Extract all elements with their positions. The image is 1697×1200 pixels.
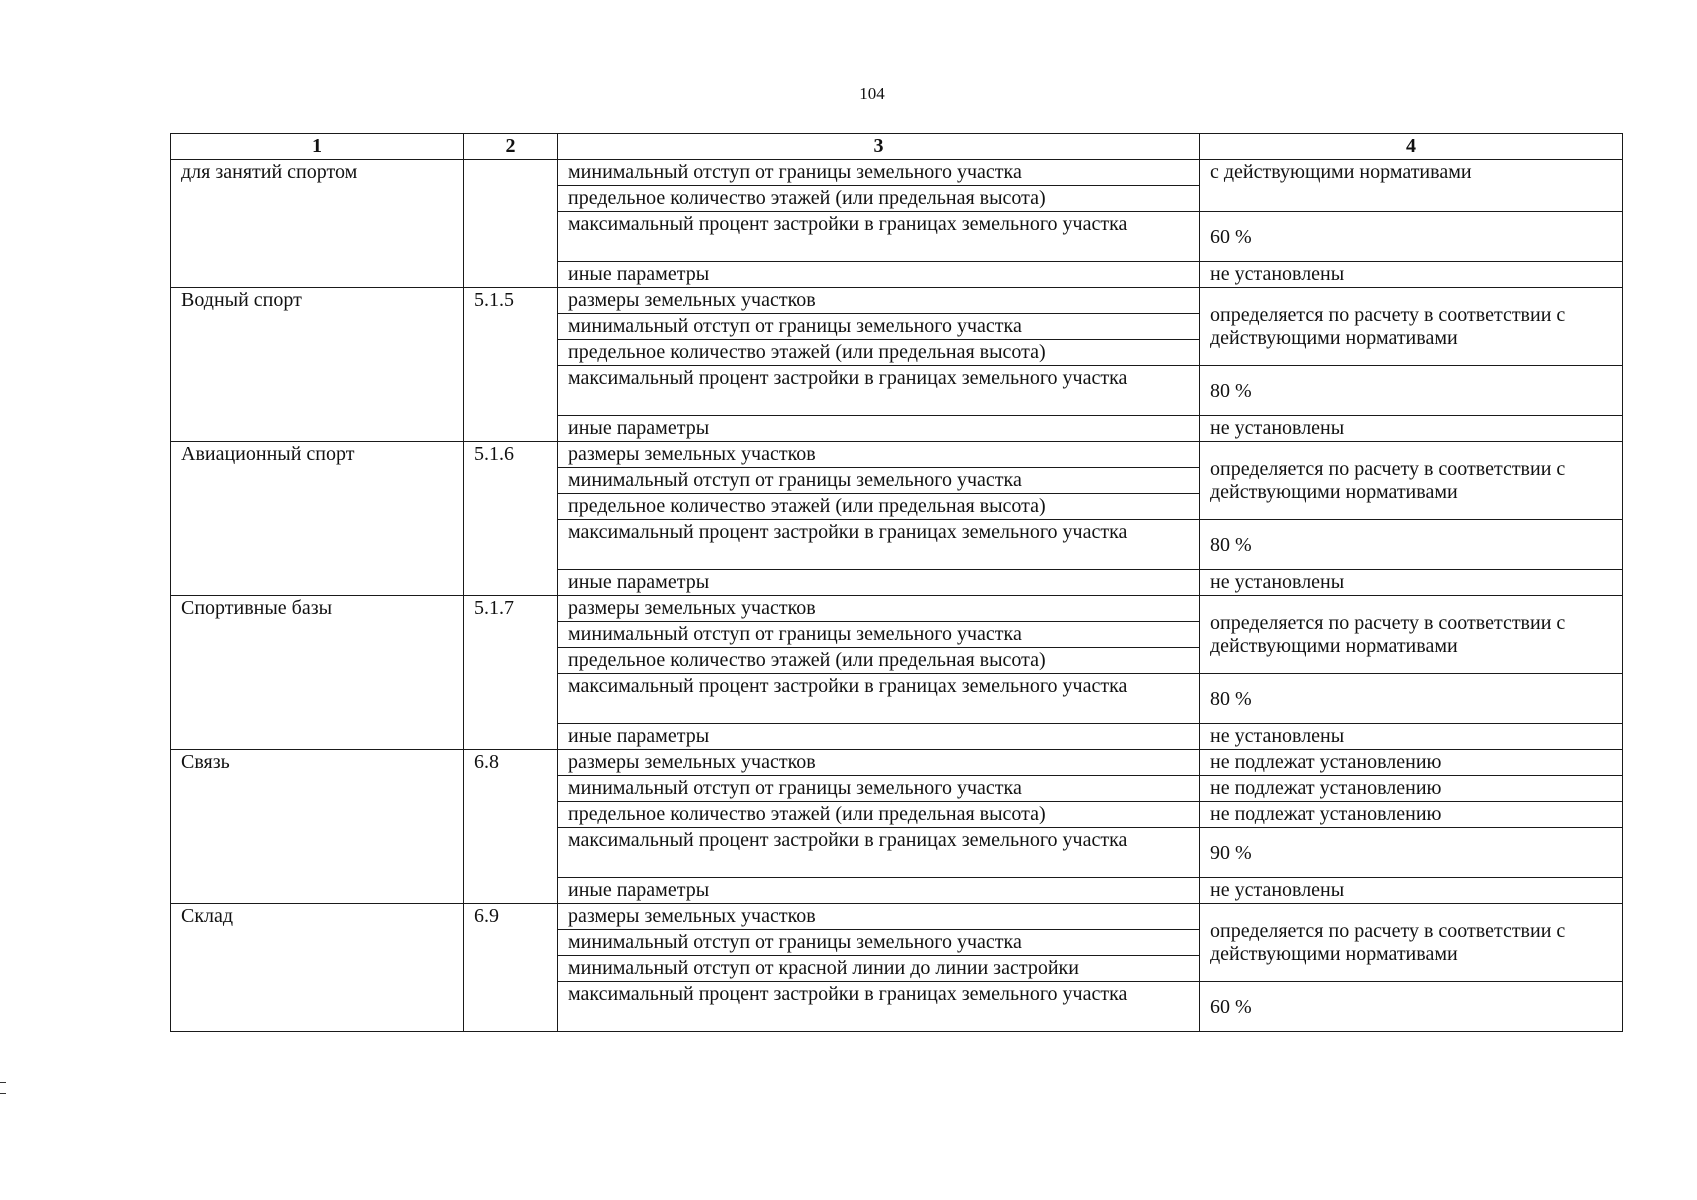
- param-setback: минимальный отступ от границы земельного участка: [558, 930, 1200, 956]
- table-row: [171, 750, 1623, 776]
- value-not-set: не установлены: [1200, 416, 1623, 442]
- scan-edge-mark: [0, 1082, 6, 1094]
- value-calc: определяется по расчету в соответствии с действующими нормативами: [1200, 904, 1623, 982]
- value-calc: определяется по расчету в соответствии с действующими нормативами: [1200, 288, 1623, 366]
- param-setback: минимальный отступ от границы земельного участка: [558, 468, 1200, 494]
- value-not-subject: не подлежат установлению: [1200, 750, 1623, 776]
- value-not-set: не установлены: [1200, 724, 1623, 750]
- value-calc: определяется по расчету в соответствии с действующими нормативами: [1200, 442, 1623, 520]
- param-floors: предельное количество этажей (или предельная высота): [558, 186, 1200, 212]
- param-other: иные параметры: [558, 570, 1200, 596]
- value-calc: определяется по расчету в соответствии с действующими нормативами: [1200, 596, 1623, 674]
- param-other: иные параметры: [558, 878, 1200, 904]
- param-sizes: размеры земельных участков: [558, 750, 1200, 776]
- param-setback: минимальный отступ от границы земельного участка: [558, 776, 1200, 802]
- param-percent: максимальный процент застройки в границах земельного участка: [558, 520, 1200, 570]
- value-not-set: не установлены: [1200, 570, 1623, 596]
- value-not-subject: не подлежат установлению: [1200, 776, 1623, 802]
- table-row: [171, 442, 1623, 468]
- header-col-1: 1: [171, 134, 464, 160]
- param-setback: минимальный отступ от границы земельного участка: [558, 160, 1200, 186]
- use-name: Водный спорт: [171, 288, 464, 442]
- parameters-table: [170, 133, 1623, 1032]
- use-code: 5.1.7: [464, 596, 558, 750]
- header-col-4: 4: [1200, 134, 1623, 160]
- param-sizes: размеры земельных участков: [558, 288, 1200, 314]
- param-floors: предельное количество этажей (или предельная высота): [558, 648, 1200, 674]
- use-name: Склад: [171, 904, 464, 1032]
- header-col-2: 2: [464, 134, 558, 160]
- table-row: [171, 904, 1623, 930]
- use-code: 6.9: [464, 904, 558, 1032]
- param-sizes: размеры земельных участков: [558, 596, 1200, 622]
- table-row: [171, 288, 1623, 314]
- table-row: [171, 160, 1623, 186]
- value-not-set: не установлены: [1200, 878, 1623, 904]
- param-percent: максимальный процент застройки в границах земельного участка: [558, 366, 1200, 416]
- value-percent: 60 %: [1200, 212, 1623, 262]
- param-other: иные параметры: [558, 416, 1200, 442]
- param-floors: предельное количество этажей (или предельная высота): [558, 340, 1200, 366]
- use-name: Спортивные базы: [171, 596, 464, 750]
- value-percent: 60 %: [1200, 982, 1623, 1032]
- header-row: [171, 134, 1623, 160]
- param-percent: максимальный процент застройки в границах земельного участка: [558, 982, 1200, 1032]
- value-percent: 80 %: [1200, 674, 1623, 724]
- value-percent: 80 %: [1200, 366, 1623, 416]
- param-percent: максимальный процент застройки в границах земельного участка: [558, 212, 1200, 262]
- param-setback: минимальный отступ от границы земельного участка: [558, 622, 1200, 648]
- param-other: иные параметры: [558, 262, 1200, 288]
- param-percent: максимальный процент застройки в границах земельного участка: [558, 828, 1200, 878]
- use-code: 5.1.5: [464, 288, 558, 442]
- param-sizes: размеры земельных участков: [558, 442, 1200, 468]
- table-row: [171, 596, 1623, 622]
- use-name: Связь: [171, 750, 464, 904]
- param-floors: предельное количество этажей (или предельная высота): [558, 494, 1200, 520]
- use-name: Авиационный спорт: [171, 442, 464, 596]
- param-red-line: минимальный отступ от красной линии до линии застройки: [558, 956, 1200, 982]
- value-percent: 80 %: [1200, 520, 1623, 570]
- value-calc-tail: с действующими нормативами: [1200, 160, 1623, 212]
- header-col-3: 3: [558, 134, 1200, 160]
- use-code: 5.1.6: [464, 442, 558, 596]
- param-floors: предельное количество этажей (или предельная высота): [558, 802, 1200, 828]
- param-setback: минимальный отступ от границы земельного участка: [558, 314, 1200, 340]
- value-percent: 90 %: [1200, 828, 1623, 878]
- use-name: для занятий спортом: [171, 160, 464, 288]
- param-percent: максимальный процент застройки в границах земельного участка: [558, 674, 1200, 724]
- param-sizes: размеры земельных участков: [558, 904, 1200, 930]
- param-other: иные параметры: [558, 724, 1200, 750]
- value-not-set: не установлены: [1200, 262, 1623, 288]
- use-code: 6.8: [464, 750, 558, 904]
- value-not-subject: не подлежат установлению: [1200, 802, 1623, 828]
- use-code: [464, 160, 558, 288]
- page-number: 104: [859, 84, 885, 103]
